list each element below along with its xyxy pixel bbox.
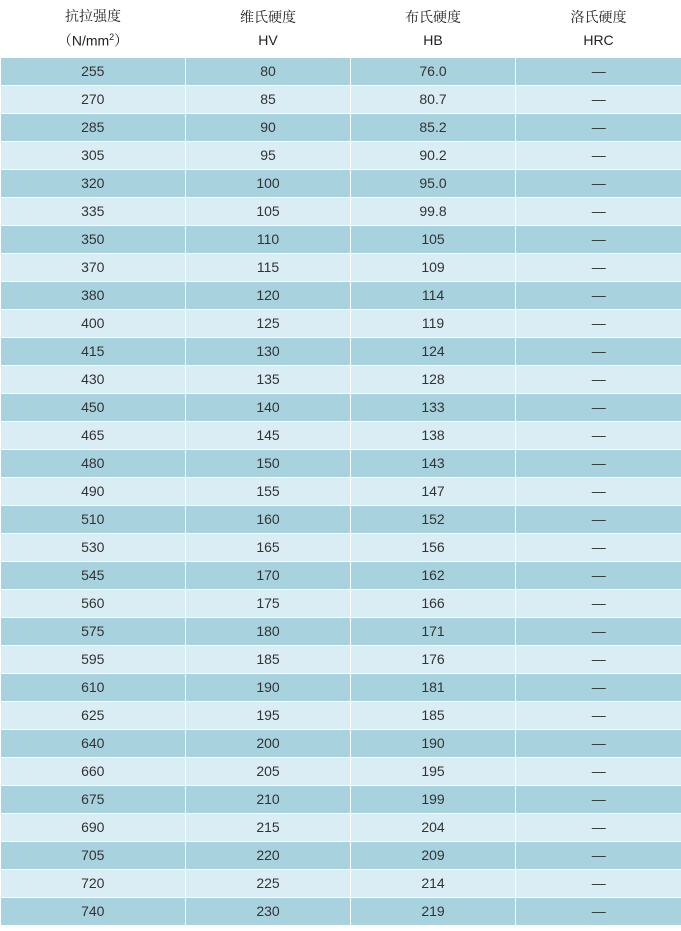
- table-cell: 150: [186, 450, 351, 478]
- table-cell: 560: [1, 590, 186, 618]
- table-cell: 380: [1, 282, 186, 310]
- column-header-line1: 维氏硬度: [240, 8, 296, 25]
- table-cell: 125: [186, 310, 351, 338]
- table-cell: 370: [1, 254, 186, 282]
- table-cell: 135: [186, 366, 351, 394]
- table-cell: 147: [351, 478, 516, 506]
- table-cell: —: [516, 786, 681, 814]
- table-cell: 490: [1, 478, 186, 506]
- table-cell: 690: [1, 814, 186, 842]
- table-cell: 204: [351, 814, 516, 842]
- table-cell: 110: [186, 226, 351, 254]
- table-cell: 200: [186, 730, 351, 758]
- table-cell: 214: [351, 870, 516, 898]
- table-cell: 450: [1, 394, 186, 422]
- table-row: [1, 534, 681, 562]
- table-row: [1, 898, 681, 926]
- table-cell: —: [516, 870, 681, 898]
- table-cell: —: [516, 282, 681, 310]
- table-cell: —: [516, 758, 681, 786]
- table-cell: 185: [351, 702, 516, 730]
- table-row: [1, 730, 681, 758]
- table-cell: 625: [1, 702, 186, 730]
- table-cell: —: [516, 198, 681, 226]
- table-cell: —: [516, 618, 681, 646]
- table-body: [1, 58, 681, 926]
- table-cell: 270: [1, 86, 186, 114]
- table-cell: 660: [1, 758, 186, 786]
- table-cell: 209: [351, 842, 516, 870]
- table-row: [1, 590, 681, 618]
- table-cell: —: [516, 394, 681, 422]
- table-cell: 705: [1, 842, 186, 870]
- table-cell: —: [516, 478, 681, 506]
- table-cell: —: [516, 534, 681, 562]
- column-header-line2: HB: [423, 32, 443, 48]
- table-cell: 166: [351, 590, 516, 618]
- column-header-line2: HRC: [583, 32, 614, 48]
- table-cell: 133: [351, 394, 516, 422]
- column-header-brinell: [351, 1, 516, 58]
- table-row: [1, 646, 681, 674]
- table-cell: 119: [351, 310, 516, 338]
- table-cell: 100: [186, 170, 351, 198]
- table-row: [1, 282, 681, 310]
- column-header-tensile-strength: [1, 1, 186, 58]
- table-cell: 156: [351, 534, 516, 562]
- table-cell: 220: [186, 842, 351, 870]
- table-cell: 640: [1, 730, 186, 758]
- table-cell: —: [516, 86, 681, 114]
- table-cell: 95.0: [351, 170, 516, 198]
- table-cell: 152: [351, 506, 516, 534]
- table-cell: —: [516, 842, 681, 870]
- table-row: [1, 58, 681, 86]
- table-row: [1, 478, 681, 506]
- table-cell: 675: [1, 786, 186, 814]
- table-cell: 99.8: [351, 198, 516, 226]
- table-cell: 575: [1, 618, 186, 646]
- table-cell: 85.2: [351, 114, 516, 142]
- table-cell: 350: [1, 226, 186, 254]
- table-row: [1, 422, 681, 450]
- table-cell: 190: [351, 730, 516, 758]
- table-row: [1, 142, 681, 170]
- table-cell: 465: [1, 422, 186, 450]
- table-row: [1, 870, 681, 898]
- table-row: [1, 450, 681, 478]
- table-cell: 80.7: [351, 86, 516, 114]
- table-row: [1, 170, 681, 198]
- table-cell: 176: [351, 646, 516, 674]
- table-cell: 90.2: [351, 142, 516, 170]
- table-cell: 195: [351, 758, 516, 786]
- unit-prefix: （N/mm: [57, 32, 110, 49]
- table-row: [1, 226, 681, 254]
- table-cell: 128: [351, 366, 516, 394]
- table-cell: 185: [186, 646, 351, 674]
- table-cell: 130: [186, 338, 351, 366]
- table-cell: 740: [1, 898, 186, 926]
- table-cell: 162: [351, 562, 516, 590]
- table-cell: —: [516, 898, 681, 926]
- table-cell: 430: [1, 366, 186, 394]
- table-cell: 85: [186, 86, 351, 114]
- table-header: [1, 1, 681, 58]
- table-cell: —: [516, 730, 681, 758]
- table-cell: 180: [186, 618, 351, 646]
- column-header-line1: 布氏硬度: [405, 8, 461, 25]
- table-cell: —: [516, 422, 681, 450]
- table-row: [1, 114, 681, 142]
- table-cell: 720: [1, 870, 186, 898]
- table-cell: 225: [186, 870, 351, 898]
- table-cell: 480: [1, 450, 186, 478]
- table-cell: 171: [351, 618, 516, 646]
- table-cell: 210: [186, 786, 351, 814]
- table-cell: 105: [186, 198, 351, 226]
- table-row: [1, 562, 681, 590]
- column-header-vickers: [186, 1, 351, 58]
- column-header-rockwell: [516, 1, 681, 58]
- table-cell: —: [516, 590, 681, 618]
- table-cell: 145: [186, 422, 351, 450]
- table-cell: 140: [186, 394, 351, 422]
- table-cell: 155: [186, 478, 351, 506]
- table-row: [1, 366, 681, 394]
- table-cell: —: [516, 562, 681, 590]
- table-row: [1, 310, 681, 338]
- table-cell: —: [516, 58, 681, 86]
- table-cell: 255: [1, 58, 186, 86]
- table-row: [1, 674, 681, 702]
- table-cell: 80: [186, 58, 351, 86]
- table-cell: —: [516, 702, 681, 730]
- table-row: [1, 842, 681, 870]
- table-cell: —: [516, 450, 681, 478]
- table-cell: 595: [1, 646, 186, 674]
- table-cell: 175: [186, 590, 351, 618]
- table-row: [1, 394, 681, 422]
- table-row: [1, 814, 681, 842]
- table-cell: 545: [1, 562, 186, 590]
- table-row: [1, 786, 681, 814]
- table-cell: 138: [351, 422, 516, 450]
- table-row: [1, 86, 681, 114]
- table-row: [1, 254, 681, 282]
- table-cell: 285: [1, 114, 186, 142]
- table-cell: 510: [1, 506, 186, 534]
- table-cell: 190: [186, 674, 351, 702]
- table-cell: 230: [186, 898, 351, 926]
- column-header-line2: HV: [258, 32, 278, 48]
- table-cell: 215: [186, 814, 351, 842]
- column-header-line1: 抗拉强度: [65, 8, 121, 25]
- table-cell: 105: [351, 226, 516, 254]
- unit-exponent: 2: [109, 31, 115, 42]
- table-cell: —: [516, 506, 681, 534]
- table-cell: —: [516, 170, 681, 198]
- table-cell: —: [516, 114, 681, 142]
- table-cell: 170: [186, 562, 351, 590]
- table-cell: 195: [186, 702, 351, 730]
- table-row: [1, 618, 681, 646]
- table-cell: 115: [186, 254, 351, 282]
- table-cell: 124: [351, 338, 516, 366]
- table-cell: 160: [186, 506, 351, 534]
- table-cell: 415: [1, 338, 186, 366]
- table-cell: 305: [1, 142, 186, 170]
- table-cell: 610: [1, 674, 186, 702]
- table-row: [1, 506, 681, 534]
- table-cell: —: [516, 142, 681, 170]
- table-cell: 95: [186, 142, 351, 170]
- table-cell: 114: [351, 282, 516, 310]
- table-cell: —: [516, 366, 681, 394]
- unit-suffix: ）: [114, 32, 129, 49]
- table-cell: —: [516, 646, 681, 674]
- table-cell: 109: [351, 254, 516, 282]
- table-cell: 143: [351, 450, 516, 478]
- table-cell: 120: [186, 282, 351, 310]
- table-cell: 530: [1, 534, 186, 562]
- table-row: [1, 758, 681, 786]
- table-cell: 219: [351, 898, 516, 926]
- table-cell: 400: [1, 310, 186, 338]
- column-header-line2: [58, 32, 128, 50]
- table-cell: —: [516, 674, 681, 702]
- table-cell: 320: [1, 170, 186, 198]
- table-cell: 165: [186, 534, 351, 562]
- table-cell: 76.0: [351, 58, 516, 86]
- table-row: [1, 338, 681, 366]
- table-header-row: [1, 1, 681, 58]
- table-cell: —: [516, 338, 681, 366]
- table-cell: —: [516, 814, 681, 842]
- table-cell: 90: [186, 114, 351, 142]
- table-cell: 205: [186, 758, 351, 786]
- table-cell: 199: [351, 786, 516, 814]
- table-row: [1, 198, 681, 226]
- table-cell: —: [516, 254, 681, 282]
- table-cell: 335: [1, 198, 186, 226]
- table-cell: 181: [351, 674, 516, 702]
- column-header-line1: 洛氏硬度: [570, 8, 627, 25]
- table-cell: —: [516, 226, 681, 254]
- table-cell: —: [516, 310, 681, 338]
- table-row: [1, 702, 681, 730]
